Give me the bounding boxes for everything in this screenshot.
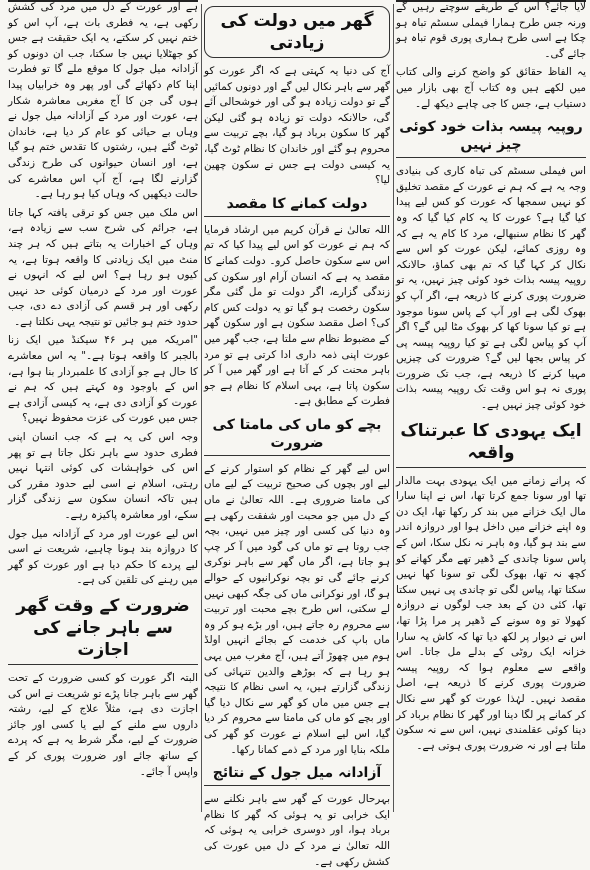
section-heading: روپیہ پیسہ بذات خود کوئی چیز نہیں	[396, 118, 586, 158]
paragraph: اس فیملی سسٹم کی تباہ کاری کی بنیادی وجہ یہ ہے کہ ہم نے عورت کے مقصد تخلیق کو نہیں سمجھا کہ عورت کو کس لیے پیدا کیا گیا ہے؟ عورت کا یہ کام کیا گیا کہ وہ گھر کا نظام سنبھالے، مرد کا کام یہ ہے کہ وہ روزی کمائے، لیکن عورت کو اس سے نکال کر کہا گیا کہ تم بھی کماؤ، حالانکہ روپیہ پیسہ بذات خود کوئی چیز نہیں، یہ تو ضرورت پوری کرنے کا ذریعہ ہے، اگر آپ کو بھوک لگی ہے اور آپ کے پاس سونا موجود ہے تو کیا سونا کھا کر بھوک مٹا لیں گے؟ اگر آپ کو پیاس لگی ہے تو کیا روپیہ پیسہ پی کر پیاس بجھا لیں گے؟ ضرورت کی چیزیں مہیا کرنے کا ذریعہ ہے، جب تک ضرورت پوری نہ ہو اس وقت تک روپیہ پیسہ بذات خود کوئی چیز نہیں ہے۔	[396, 165, 586, 412]
paragraph: لایا جائے؟ اس کے طریقے سوچتے رہیں گے ورنہ جس طرح ہمارا فیملی سسٹم تباہ ہو چکا ہے اسی طرح ہماری پوری قوم تباہ ہو جائے گی۔	[396, 1, 586, 60]
paragraph: البتہ اگر عورت کو کسی ضرورت کے تحت گھر سے باہر جانا پڑے تو شریعت نے اس کی اجازت دی ہے، مثلاً علاج کے لیے، رشتہ داروں سے ملنے کے لیے یا کسی اور جائز ضرورت کے لیے، مگر شرط یہ ہے کہ پردے کے ساتھ جائے اور ضرورت پوری کر کے واپس آ جائے۔	[8, 671, 198, 778]
paragraph: یہ الفاظ حقائق کو واضح کرنے والی کتاب میں لکھے ہیں وہ کتاب آج بھی بازار میں دستیاب ہے، جس کا جی چاہے دیکھ لے۔	[396, 66, 586, 110]
right-column	[396, 0, 586, 816]
quote-paragraph: "امریکہ میں ہر ۴۶ سیکنڈ میں ایک زنا بالجبر کا واقعہ ہوتا ہے۔" یہ اس معاشرے کا حال ہے جو آزادی کا علمبردار بنا ہوا ہے، اس کے باوجود وہ کہتے ہیں کہ ہم نے عورت کو آزادی دی ہے، یہ کیسی آزادی ہے جس میں عورت کی عزت محفوظ نہیں؟	[8, 334, 198, 425]
left-column	[8, 0, 198, 816]
section-heading: ایک یہودی کا عبرتناک واقعہ	[396, 420, 586, 468]
column-divider	[393, 4, 394, 812]
paragraph: آج کی دنیا یہ کہتی ہے کہ اگر عورت کو گھر سے باہر نکال لیں گے اور دونوں کمائیں گے تو دولت زیادہ ہو گی اور خوشحالی آئے گی، حالانکہ دولت تو زیادہ ہو گئی لیکن گھر کا سکون برباد ہو گیا، بچے تربیت سے محروم ہو گئے اور خاندان کا نظام ٹوٹ گیا، یہ کیسی دولت ہے جس نے سکون چھین لیا؟	[204, 65, 390, 187]
column-divider	[201, 4, 202, 812]
paragraph: اللہ تعالیٰ نے قرآن کریم میں ارشاد فرمایا کہ ہم نے عورت کو اس لیے پیدا کیا کہ تم اس سے سکون حاصل کرو۔ دولت کمانے کا مقصد یہ ہے کہ انسان آرام اور سکون کی زندگی گزارے، اگر دولت تو مل گئی مگر سکون رخصت ہو گیا تو یہ دولت کس کام کی؟ اصل مقصد سکون ہے اور سکون گھر کے مضبوط نظام سے ملتا ہے، جب گھر میں عورت اپنی ذمہ داری ادا کرتی ہے تو مرد باہر محنت کر کے آتا ہے اور گھر میں آ کر سکون پاتا ہے، یہی اسلام کا نظام ہے جو فطرت کے مطابق ہے۔	[204, 223, 390, 408]
paragraph: اس لیے عورت اور مرد کے آزادانہ میل جول کا دروازہ بند ہونا چاہیے، شریعت نے اسی لیے پردے کا حکم دیا ہے اور عورت کو گھر میں رہنے کی تلقین کی ہے۔	[8, 527, 198, 587]
paragraph: بہرحال عورت کے گھر سے باہر نکلنے سے ایک خرابی تو یہ ہوئی کہ گھر کا نظام برباد ہوا، اور دوسری خرابی یہ ہوئی کہ اللہ تعالیٰ نے مرد کے دل میں عورت کی کشش رکھی ہے۔	[204, 793, 390, 868]
paragraph: کہ پرانے زمانے میں ایک یہودی بہت مالدار تھا اور سونا جمع کرتا تھا، اس نے اپنا سارا مال ایک خزانے میں بند کر رکھا تھا، ایک دن وہ اپنے خزانے میں داخل ہوا اور دروازہ اندر سے بند ہو گیا، وہ باہر نہ نکل سکا، اس کے پاس سونا چاندی کے ڈھیر تھے مگر کھانے کو کچھ نہ تھا، بھوک لگی تو سونا کھا نہیں سکتا تھا، پیاس لگی تو چاندی پی نہیں سکتا تھا، کئی دن کے بعد جب لوگوں نے دروازہ کھولا تو وہ سونے کے ڈھیر پر مرا پڑا تھا، اس نے دیوار پر لکھ دیا تھا کہ کاش یہ سارا خزانہ ایک روٹی کے بدلے مل جاتا۔ اس واقعے سے معلوم ہوا کہ روپیہ پیسہ ضرورت پوری کرنے کا ذریعہ ہے، اصل مقصد نہیں۔ لہٰذا عورت کو گھر سے نکال کر کمانے پر لگا دینا اور گھر کا نظام برباد کر دینا کوئی عقلمندی نہیں، اس سے نہ سکون ملتا ہے اور نہ ضرورت پوری ہوتی ہے۔	[396, 474, 586, 752]
paragraph: اس ملک میں جس کو ترقی یافتہ کہا جاتا ہے، جرائم کی شرح سب سے زیادہ ہے، وہاں کے اخبارات یہ بتاتے ہیں کہ ہر چند منٹ میں ایک زیادتی کا واقعہ ہوتا ہے، یہ کیوں ہو رہا ہے؟ اس لیے کہ انہوں نے عورت اور مرد کے درمیان کوئی حد نہیں رکھی اور ہر قسم کی آزادی دے دی، جب حدود ختم ہو جائیں تو نتیجہ یہی نکلتا ہے۔	[8, 206, 198, 328]
paragraph: وجہ اس کی یہ ہے کہ جب انسان اپنی فطری حدود سے باہر نکل جاتا ہے تو پھر اس کی خواہشات کی کوئی انتہا نہیں رہتی، اسلام نے اسی لیے حدود مقرر کی ہیں تاکہ انسان سکون سے زندگی گزار سکے، اور معاشرہ پاکیزہ رہے۔	[8, 431, 198, 521]
section-heading: گھر میں دولت کی زیادتی	[204, 6, 390, 58]
section-heading: آزادانہ میل جول کے نتائج	[204, 764, 390, 786]
section-heading: دولت کمانے کا مقصد	[204, 195, 390, 217]
middle-column	[204, 0, 390, 868]
paragraph: ہے اور عورت کے دل میں مرد کی کشش رکھی ہے، یہ فطری بات ہے، آپ اس کو ختم نہیں کر سکتے، یہ ایک حقیقت ہے جس کو جھٹلایا نہیں جا سکتا، جب ان دونوں کو آزادانہ میل جول کا موقع ملے گا تو فطرت اپنا کام دکھائے گی اور پھر وہ خرابیاں پیدا ہوں گی جن کا آج مغربی معاشرہ شکار ہے، عورت اور مرد کے آزادانہ میل جول نے وہاں بے حیائی کو عام کر دیا ہے، خاندان ٹوٹ گئے ہیں، رشتوں کا تقدس ختم ہو گیا ہے، اور انسان حیوانوں کی طرح زندگی گزارنے لگا ہے، آج آپ اس معاشرے کی حالت دیکھیں کہ وہاں کیا ہو رہا ہے۔	[8, 1, 198, 201]
section-heading: ضرورت کے وقت گھر سے باہر جانے کی اجازت	[8, 595, 198, 665]
paragraph: اس لیے گھر کے نظام کو استوار کرنے کے لیے اور بچوں کی صحیح تربیت کے لیے ماں کی مامتا ضروری ہے۔ اللہ تعالیٰ نے ماں کے دل میں جو محبت اور شفقت رکھی ہے وہ دنیا کی کسی اور چیز میں نہیں، بچہ جب روتا ہے تو ماں کی گود میں آ کر چپ ہو جاتا ہے، اگر ماں گھر سے باہر نوکری کرنے جائے گی تو بچہ نوکرانیوں کے حوالے ہو گا، اور نوکرانی ماں کی جگہ کبھی نہیں لے سکتی، اس طرح بچے محبت اور تربیت سے محروم رہ جاتے ہیں، اور بڑے ہو کر وہ ماں باپ کی خدمت کے بجائے انہیں اولڈ ہوم میں چھوڑ آتے ہیں، آج مغرب میں یہی ہو رہا ہے کہ بوڑھے والدین تنہائی کی زندگی گزارتے ہیں، یہ اسی نظام کا نتیجہ ہے جس میں ماں کو گھر سے نکال دیا گیا اور بچے کو ماں کی مامتا سے محروم کر دیا گیا، اس لیے اسلام نے عورت کو گھر کی ملکہ بنایا اور مرد کے ذمے کمانا رکھا۔	[204, 462, 390, 756]
section-heading: بچے کو ماں کی مامتا کی ضرورت	[204, 416, 390, 456]
